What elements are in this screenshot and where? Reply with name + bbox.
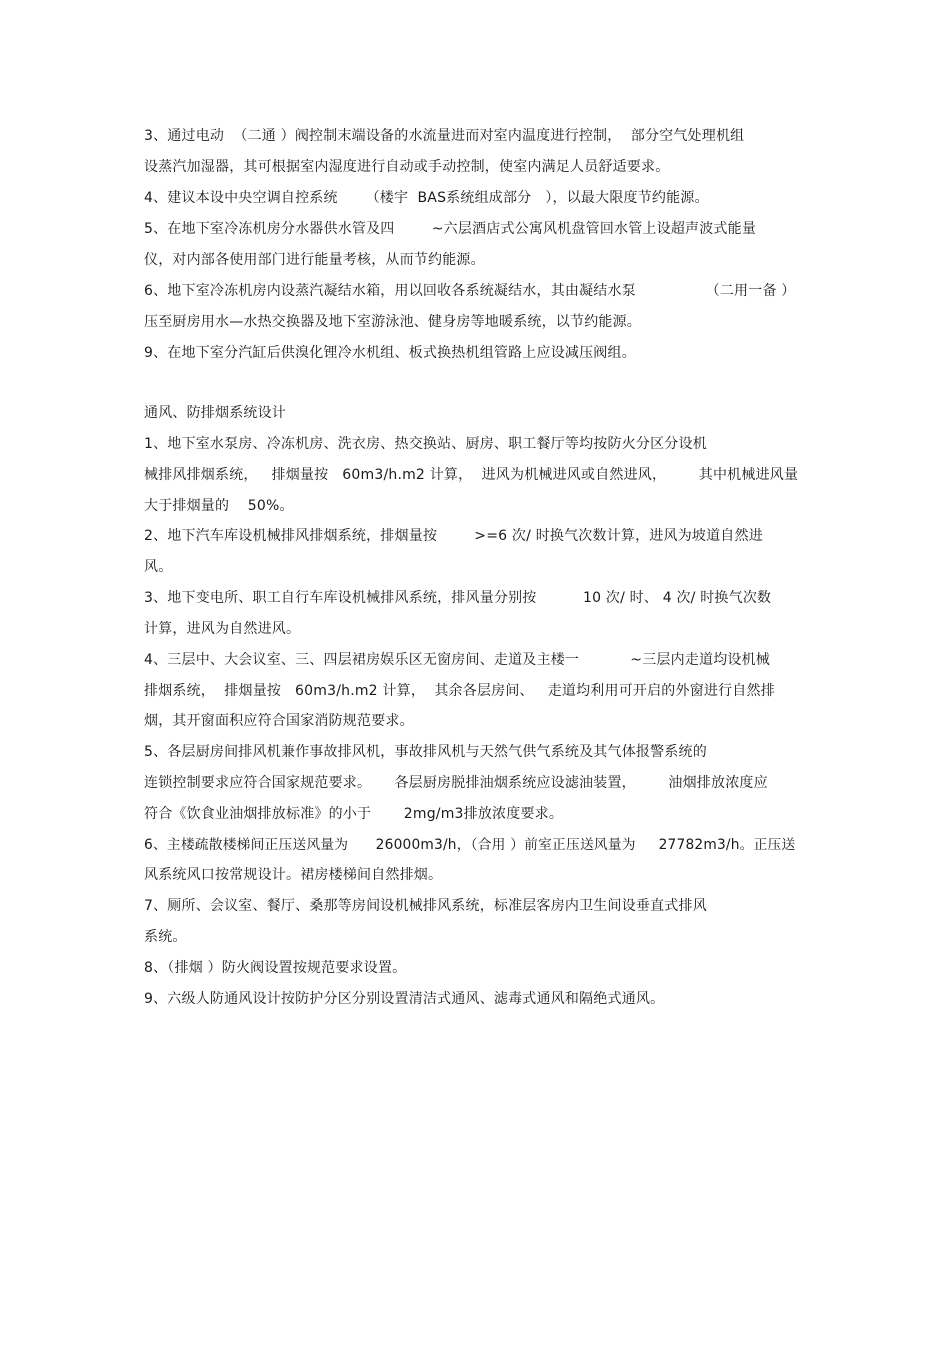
paragraph-line: 5、各层厨房间排风机兼作事故排风机，事故排风机与天然气供气系统及其气体报警系统的 bbox=[144, 744, 707, 760]
paragraph-line: 4、三层中、大会议室、三、四层裙房娱乐区无窗房间、走道及主楼一 ~三层内走道均设机械 bbox=[144, 652, 770, 668]
paragraph-line: 4、建议本设中央空调自控系统 （楼宇 BAS系统组成部分 ），以最大限度节约能源。 bbox=[144, 190, 709, 206]
paragraph-line: 连锁控制要求应符合国家规范要求。 各层厨房脱排油烟系统应设滤油装置， 油烟排放浓度应 bbox=[144, 775, 768, 791]
paragraph-line: 6、主楼疏散楼梯间正压送风量为 26000m3/h，（合用 ）前室正压送风量为 27782m3/h。正压送 bbox=[144, 837, 796, 853]
paragraph-line: 1、地下室水泵房、冷冻机房、洗衣房、热交换站、厨房、职工餐厅等均按防火分区分设机 bbox=[144, 436, 707, 452]
paragraph-line: 6、地下室冷冻机房内设蒸汽凝结水箱，用以回收各系统凝结水，其由凝结水泵 （二用一备 ） bbox=[144, 283, 796, 299]
paragraph-line: 风系统风口按常规设计。裙房楼梯间自然排烟。 bbox=[144, 867, 443, 883]
paragraph-line: 7、厕所、会议室、餐厅、桑那等房间设机械排风系统，标准层客房内卫生间设垂直式排风 bbox=[144, 898, 707, 914]
paragraph-line: 设蒸汽加湿器，其可根据室内湿度进行自动或手动控制，使室内满足人员舒适要求。 bbox=[144, 159, 670, 175]
paragraph-line: 系统。 bbox=[144, 929, 187, 945]
section-heading: 通风、防排烟系统设计 bbox=[144, 405, 286, 421]
paragraph-line: 烟，其开窗面积应符合国家消防规范要求。 bbox=[144, 713, 414, 729]
paragraph-line: 5、在地下室冷冻机房分水器供水管及四 ~六层酒店式公寓风机盘管回水管上设超声波式能量 bbox=[144, 221, 757, 237]
paragraph-line: 排烟系统， 排烟量按 60m3/h.m2 计算， 其余各层房间、 走道均利用可开启的外窗进行自然排 bbox=[144, 683, 775, 699]
paragraph-line: 仪，对内部各使用部门进行能量考核，从而节约能源。 bbox=[144, 252, 485, 268]
paragraph-line: 计算，进风为自然进风。 bbox=[144, 621, 301, 637]
paragraph-line: 3、地下变电所、职工自行车库设机械排风系统，排风量分别按 10 次/ 时、 4 次/ 时换气次数 bbox=[144, 590, 772, 606]
paragraph-line: 2、地下汽车库设机械排风排烟系统，排烟量按 >=6 次/ 时换气次数计算，进风为坡道自然进 bbox=[144, 528, 763, 544]
paragraph-line: 大于排烟量的 50%。 bbox=[144, 498, 294, 514]
paragraph-line: 符合《饮食业油烟排放标准》的小于 2mg/m3排放浓度要求。 bbox=[144, 806, 564, 822]
paragraph-line: 压至厨房用水—水热交换器及地下室游泳池、健身房等地暖系统，以节约能源。 bbox=[144, 314, 641, 330]
paragraph-line: 9、在地下室分汽缸后供溴化锂冷水机组、板式换热机组管路上应设减压阀组。 bbox=[144, 345, 636, 361]
paragraph-line: 9、六级人防通风设计按防护分区分别设置清洁式通风、滤毒式通风和隔绝式通风。 bbox=[144, 991, 665, 1007]
paragraph-line: 风。 bbox=[144, 559, 173, 575]
paragraph-line: 8、（排烟 ）防火阀设置按规范要求设置。 bbox=[144, 960, 407, 976]
paragraph-line: 3、通过电动 （二通 ）阀控制末端设备的水流量进而对室内温度进行控制， 部分空气处理机组 bbox=[144, 128, 745, 144]
paragraph-line: 械排风排烟系统， 排烟量按 60m3/h.m2 计算， 进风为机械进风或自然进风， 其中机械进风量 bbox=[144, 467, 799, 483]
